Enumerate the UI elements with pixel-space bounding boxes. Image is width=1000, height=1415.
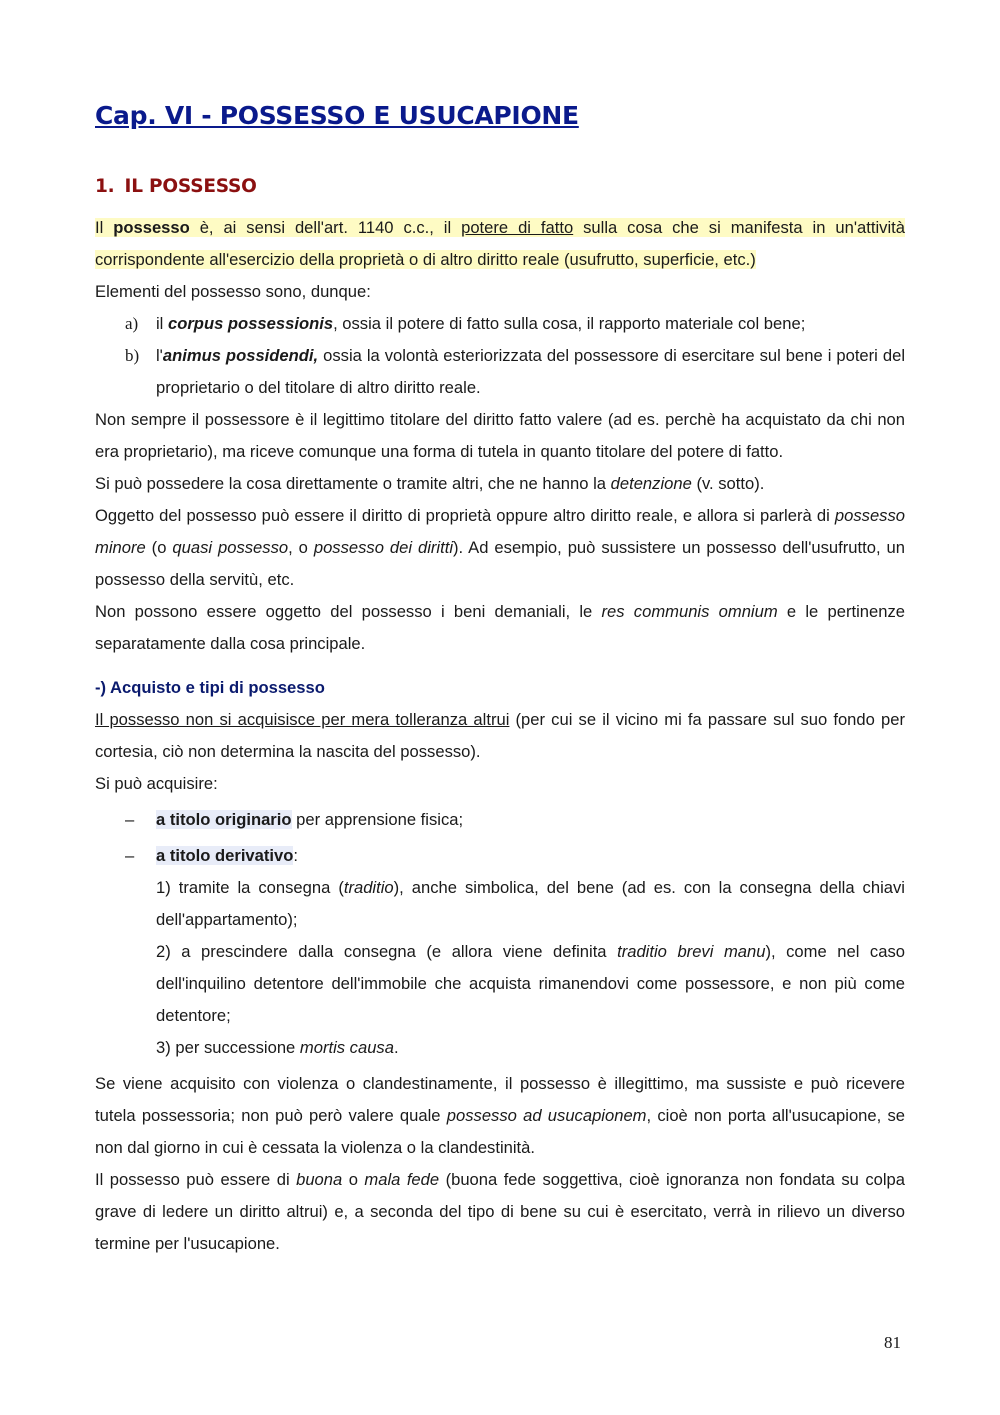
italic-term: traditio brevi manu [617,942,766,961]
section-title: IL POSSESSO [124,176,257,197]
elements-list [95,308,905,404]
text-run: (buona fede soggettiva, cioè ignoranza non fondata su colpa grave di ledere un diritto altrui) e, a seconda del tipo di bene su cui è esercitato, verrà in rilievo un diverso termine per l'usucapione. [95,1170,905,1253]
text-run: per apprensione fisica; [291,810,464,829]
list-item [95,804,905,836]
paragraph [95,468,905,500]
text-run: . [393,1038,399,1057]
section-heading [95,176,257,197]
highlighted-term: a titolo derivativo [156,846,294,865]
text-run: Si può possedere la cosa direttamente o tramite altri, che ne hanno la [95,474,611,493]
text-run: e le pertinenze separatamente dalla cosa principale. [95,602,906,653]
underlined-term: potere di fatto [461,218,574,237]
text-run: ), come nel caso dell'inquilino detentore dell'immobile che acquista rimanendovi come possessore, e non più come detentore; [156,942,905,1025]
text-run: , cioè non porta all'usucapione, se non dal giorno in cui è cessata la violenza o la clandestinità. [95,1106,906,1157]
sub-item [95,936,905,1032]
text-run: 1) tramite la consegna ( [156,878,344,897]
highlighted-term: a titolo originario [156,810,292,829]
text-run: (v. sotto). [691,474,765,493]
dash-marker: – [125,846,135,865]
paragraph [95,1068,905,1164]
text-run: è, ai sensi dell'art. 1140 c.c., il [189,218,462,237]
text-run: l' [156,346,163,365]
chapter-title: Cap. VI - POSSESSO E USUCAPIONE [95,101,579,130]
text-run: ossia la volontà esteriorizzata del possessore di esercitare sul bene i poteri del proprietario o del titolare di altro diritto reale. [156,346,905,397]
page-number: 81 [884,1333,901,1352]
text-run: il [156,314,168,333]
italic-term: possesso minore [95,506,905,557]
dash-marker: – [125,810,135,829]
paragraph [95,500,905,596]
text-run: Il possesso può essere di [95,1170,297,1189]
paragraph-definition [95,212,905,276]
italic-term: traditio [343,878,394,897]
italic-term: possesso ad usucapionem [446,1106,647,1125]
italic-term: possesso dei diritti [313,538,454,557]
paragraph: Si può acquisire: [95,774,218,793]
text-run: (o [145,538,173,557]
text-run: Non possono essere oggetto del possesso i beni demaniali, le [95,602,602,621]
sub-item [95,1032,905,1064]
text-run: , o [288,538,314,557]
text-run: o [342,1170,365,1189]
italic-term: quasi possesso [172,538,289,557]
text-run: , ossia il potere di fatto sulla cosa, il rapporto materiale col bene; [333,314,806,333]
text-run: 2) a prescindere dalla consegna (e allora viene definita [156,942,618,961]
text-run: Il [95,218,114,237]
term-possesso: possesso [113,218,190,237]
text-run: 3) per successione [156,1038,300,1057]
text-run: Oggetto del possesso può essere il diritto di proprietà oppure altro diritto reale, e allora si parlerà di [95,506,835,525]
italic-term: detenzione [610,474,692,493]
text-run: : [293,846,299,865]
section-number: 1. [95,176,115,197]
italic-term: buona [296,1170,343,1189]
paragraph [95,1164,905,1260]
subheading: -) Acquisto e tipi di possesso [95,678,325,697]
italic-term: res communis omnium [601,602,778,621]
sub-item [95,872,905,936]
underlined-text: Il possesso non si acquisisce per mera tolleranza altrui [95,710,510,729]
list-marker: b) [125,346,140,365]
term-corpus: corpus possessionis [167,314,334,333]
list-item [95,840,905,872]
term-animus: animus possidendi, [162,346,319,365]
text-run: sulla cosa che si manifesta in un'attività corrispondente all'esercizio della proprietà o di altro diritto reale (usufrutto, superficie, etc.) [95,218,905,269]
list-marker: a) [125,314,139,333]
text-run: ). Ad esempio, può sussistere un possesso dell'usufrutto, un possesso della servitù, etc. [95,538,905,589]
list-item [95,308,905,340]
paragraph [95,704,905,768]
list-item [95,340,905,404]
paragraph [95,596,905,660]
highlighted-definition [95,218,905,269]
italic-term: mala fede [364,1170,440,1189]
italic-term: mortis causa [299,1038,394,1057]
acquisition-list [95,804,905,872]
text-run: (per cui se il vicino mi fa passare sul suo fondo per cortesia, ciò non determina la nascita del possesso). [95,710,905,761]
body-text [95,212,905,1260]
paragraph-elements-intro: Elementi del possesso sono, dunque: [95,282,371,301]
paragraph: Non sempre il possessore è il legittimo titolare del diritto fatto valere (ad es. perchè ha acquistato da chi non era proprietario), ma riceve comunque una forma di tutela in quanto titolare del potere di fatto. [95,410,905,461]
text-run: ), anche simbolica, del bene (ad es. con la consegna della chiavi dell'appartamento); [156,878,905,929]
text-run: Se viene acquisito con violenza o clandestinamente, il possesso è illegittimo, ma sussiste e può ricevere tutela possessoria; non può però valere quale [95,1074,905,1125]
